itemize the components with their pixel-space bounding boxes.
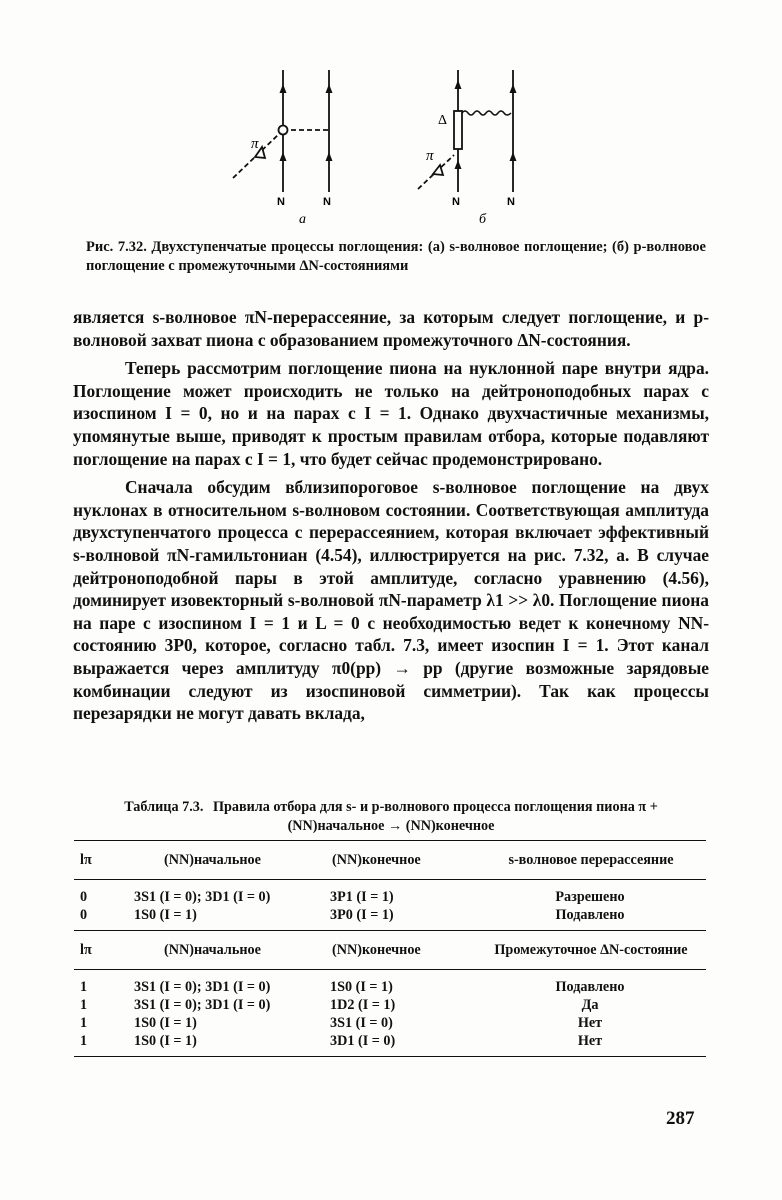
table-cell: 3S1 (I = 0); 3D1 (I = 0)	[134, 997, 271, 1013]
table-row	[74, 906, 706, 924]
caption-text: Двухступенчатые процессы поглощения: (а) s-волновое поглощение; (б) p-волновое поглощение с промежуточными ΔN-состояниями	[86, 239, 706, 274]
table-caption-text: Правила отбора для s- и p-волнового процесса поглощения пиона π + (NN)начальное → (NN)конечное	[212, 799, 658, 834]
table-cell: 1S0 (I = 1)	[134, 907, 197, 923]
table-header-row	[74, 931, 706, 969]
paragraph: Теперь рассмотрим поглощение пиона на нуклонной паре внутри ядра. Поглощение может происходить не только на дейтроноподобных парах с изоспином I = 0, но и на парах с I = 1. Однако двухчастичные механизмы, упомянутые выше, приводят к простым правилам отбора, которые подавляют поглощение на парах с I = 1, что будет сейчас продемонстрировано.	[73, 358, 709, 469]
panel-letter-b: б	[479, 212, 487, 227]
header-cell: s-волновое перерассеяние	[508, 851, 674, 868]
table-cell: Да	[581, 997, 599, 1013]
label-pi-b: π	[426, 148, 434, 164]
arrow-up-icon	[326, 152, 333, 161]
table-cell: Подавлено	[555, 907, 625, 923]
table-header-row	[74, 841, 706, 879]
table-row	[74, 888, 706, 906]
table-caption-label: Таблица 7.3.	[124, 799, 204, 815]
table-cell: 0	[80, 907, 88, 923]
table-cell: 3S1 (I = 0); 3D1 (I = 0)	[134, 889, 271, 905]
figure-caption	[86, 238, 706, 276]
table-cell: 1S0 (I = 1)	[134, 1015, 197, 1031]
table-cell: 1	[80, 1015, 88, 1031]
paragraph: является s-волновое πN-перерассеяние, за которым следует поглощение, и p-волновой захват пиона с образованием промежуточного ΔN-состояния.	[73, 307, 709, 350]
table-cell: 1S0 (I = 1)	[134, 1033, 197, 1049]
table-caption	[76, 798, 706, 835]
table-cell: 3P0 (I = 1)	[330, 907, 394, 923]
table-row	[74, 978, 706, 996]
table-cell: 3S1 (I = 0)	[330, 1015, 393, 1031]
label-n-a-left: N	[277, 196, 285, 208]
table-cell: 1	[80, 997, 88, 1013]
header-cell: (NN)начальное	[164, 851, 261, 868]
body-text	[73, 306, 709, 725]
table-cell: Разрешено	[555, 889, 625, 905]
wavy-line	[462, 111, 511, 115]
paragraph: Сначала обсудим вблизипороговое s-волновое поглощение на двух нуклонах в относительном s-волновом состоянии. Соответствующая амплитуда двухступенчатого процесса с перерассеянием, которая включает эффективный s-волновой πN-гамильтониан (4.54), иллюстрируется на рис. 7.32, а. В случае дейтроноподобной пары в этой амплитуде, согласно уравнению (4.56), доминирует изовекторный s-волновой πN-параметр λ1 >> λ0. Поглощение пиона на паре с изоспином I = 1 и L = 0 с необходимостью ведет к конечному NN-состоянию 3P0, которое, согласно табл. 7.3, имеет изоспин I = 1. Этот канал выражается через амплитуду π0(pp) → pp (другие возможные зарядовые комбинации следуют из изоспиновой симметрии). Так как процессы перезарядки не могут давать вклада,	[73, 477, 709, 724]
table-cell: 1D2 (I = 1)	[330, 997, 396, 1013]
arrow-up-icon	[280, 152, 287, 161]
table-cell: Подавлено	[555, 979, 625, 995]
header-cell: (NN)конечное	[332, 941, 421, 958]
table-cell: 3P1 (I = 1)	[330, 889, 394, 905]
label-pi-a: π	[251, 136, 259, 152]
header-cell: (NN)конечное	[332, 851, 421, 868]
table-cell: Нет	[577, 1033, 603, 1049]
table-cell: 3D1 (I = 0)	[330, 1033, 396, 1049]
diagram-b	[418, 70, 517, 192]
selection-rules-table	[74, 840, 706, 1057]
table-row	[74, 1032, 706, 1050]
header-cell: lπ	[80, 851, 92, 868]
label-n-b-left: N	[452, 196, 460, 208]
delta-box	[454, 111, 462, 149]
table-row	[74, 1014, 706, 1032]
header-cell: lπ	[80, 941, 92, 958]
arrow-up-icon	[455, 160, 462, 169]
vertex-circle	[279, 126, 288, 135]
panel-letter-a: a	[299, 212, 306, 227]
figure-7-32	[0, 0, 782, 240]
header-cell: (NN)начальное	[164, 941, 261, 958]
arrow-up-icon	[280, 84, 287, 93]
arrow-up-icon	[510, 84, 517, 93]
table-cell: Нет	[577, 1015, 603, 1031]
table-cell: 0	[80, 889, 88, 905]
table-cell: 1S0 (I = 1)	[330, 979, 393, 995]
header-cell: Промежуточное ΔN-состояние	[494, 941, 688, 958]
arrow-up-icon	[510, 152, 517, 161]
arrow-up-icon	[326, 84, 333, 93]
arrow-up-icon	[455, 80, 462, 89]
label-n-b-right: N	[507, 196, 515, 208]
page-number: 287	[666, 1108, 695, 1129]
table-cell: 1	[80, 1033, 88, 1049]
diagram-a	[233, 70, 333, 192]
table-cell: 3S1 (I = 0); 3D1 (I = 0)	[134, 979, 271, 995]
table-cell: 1	[80, 979, 88, 995]
label-n-a-right: N	[323, 196, 331, 208]
caption-label: Рис. 7.32.	[86, 239, 147, 255]
table-row	[74, 996, 706, 1014]
label-delta: Δ	[438, 113, 448, 128]
